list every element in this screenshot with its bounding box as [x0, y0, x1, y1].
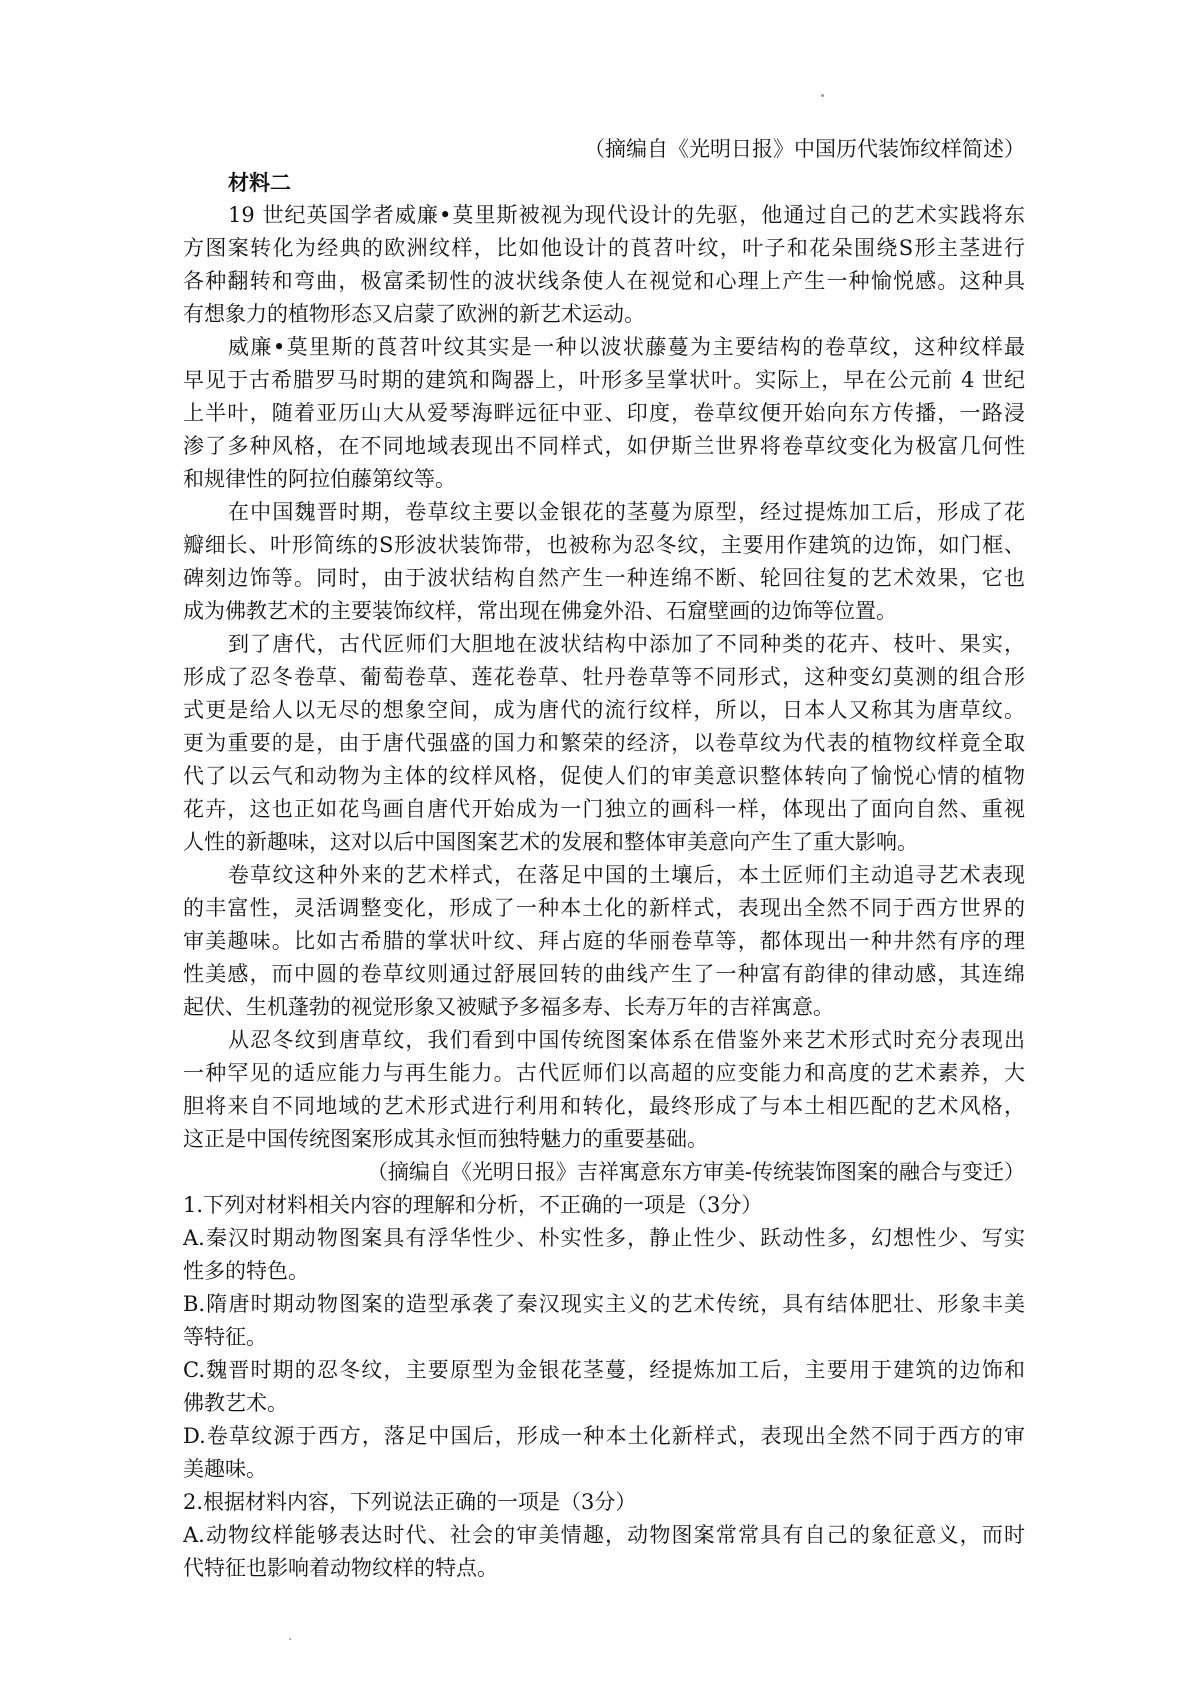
- option-line: D.卷草纹源于西方，落足中国后，形成一种本土化新样式，表现出全然不同于西方的审: [183, 1424, 1025, 1448]
- question-option: [183, 1222, 1025, 1288]
- paragraph-line: 在中国魏晋时期，卷草纹主要以金银花的茎蔓为原型，经过提炼加工后，形成了花: [228, 500, 1025, 524]
- paragraph-line: 形成了忍冬卷草、葡萄卷草、莲花卷草、牡丹卷草等不同形式，这种变幻莫测的组合形: [183, 665, 1025, 689]
- option-line: B.隋唐时期动物图案的造型承袭了秦汉现实主义的艺术传统，具有结体肥壮、形象丰美: [183, 1292, 1025, 1316]
- question-option: [183, 1519, 1025, 1585]
- paragraph-line: 上半叶，随着亚历山大从爱琴海畔远征中亚、印度，卷草纹便开始向东方传播，一路浸: [183, 401, 1025, 425]
- paragraph-line: 的丰富性，灵活调整变化，形成了一种本土化的新样式，表现出全然不同于西方世界的: [183, 896, 1025, 920]
- paragraph-line: 方图案转化为经典的欧洲纹样，比如他设计的莨苕叶纹，叶子和花朵围绕S形主茎进行: [183, 236, 1025, 260]
- option-line: 佛教艺术。: [183, 1391, 288, 1415]
- paragraph-line: 威廉•莫里斯的莨苕叶纹其实是一种以波状藤蔓为主要结构的卷草纹，这种纹样最: [228, 335, 1025, 359]
- option-line: 性多的特色。: [183, 1259, 309, 1283]
- paragraph-line: 式更是给人以无尽的想象空间，成为唐代的流行纹样，所以，日本人又称其为唐草纹。: [183, 698, 1025, 722]
- paragraph: [183, 496, 1025, 628]
- paragraph-line: 起伏、生机蓬勃的视觉形象又被赋予多福多寿、长寿万年的吉祥寓意。: [183, 995, 834, 1019]
- paragraph-line: 各种翻转和弯曲，极富柔韧性的波状线条使人在视觉和心理上产生一种愉悦感。这种具: [183, 269, 1025, 293]
- question-option: [183, 1288, 1025, 1354]
- question: [183, 1486, 1025, 1585]
- paragraph: [183, 859, 1025, 1024]
- paragraph-line: 19 世纪英国学者威廉•莫里斯被视为现代设计的先驱，他通过自己的艺术实践将东: [228, 203, 1025, 227]
- scan-speck: [289, 1638, 291, 1640]
- paragraph: [183, 1024, 1025, 1156]
- option-line: 代特征也影响着动物纹样的特点。: [183, 1556, 498, 1580]
- paragraph: [183, 331, 1025, 496]
- option-line: A.动物纹样能够表达时代、社会的审美情趣，动物图案常常具有自己的象征意义，而时: [183, 1523, 1025, 1547]
- section-heading: 材料二: [228, 170, 291, 195]
- paragraph-line: 审美趣味。比如古希腊的掌状叶纹、拜占庭的华丽卷草等，都体现出一种井然有序的理: [183, 929, 1025, 953]
- paragraph-line: 卷草纹这种外来的艺术样式，在落足中国的土壤后，本土匠师们主动追寻艺术表现: [228, 863, 1025, 887]
- paragraph-line: 和规律性的阿拉伯藤第纹等。: [183, 467, 456, 491]
- option-line: 等特征。: [183, 1325, 267, 1349]
- paragraph-line: 早见于古希腊罗马时期的建筑和陶器上，叶形多呈掌状叶。实际上，早在公元前 4 世纪: [183, 368, 1025, 392]
- paragraph-line: 渗了多种风格，在不同地域表现出不同样式，如伊斯兰世界将卷草纹变化为极富几何性: [183, 434, 1025, 458]
- paragraph-line: 碑刻边饰等。同时，由于波状结构自然产生一种连绵不断、轮回往复的艺术效果，它也: [183, 566, 1025, 590]
- question-option: [183, 1420, 1025, 1486]
- paragraph-line: 成为佛教艺术的主要装饰纹样，常出现在佛龛外沿、石窟壁画的边饰等位置。: [183, 599, 897, 623]
- paragraph-line: 花卉，这也正如花鸟画自唐代开始成为一门独立的画科一样，体现出了面向自然、重视: [183, 797, 1025, 821]
- paragraph-line: 瓣细长、叶形简练的S形波状装饰带，也被称为忍冬纹，主要用作建筑的边饰，如门框、: [183, 533, 1025, 557]
- paragraph-line: 更为重要的是，由于唐代强盛的国力和繁荣的经济，以卷草纹为代表的植物纹样竟全取: [183, 731, 1025, 755]
- option-line: C.魏晋时期的忍冬纹，主要原型为金银花茎蔓，经提炼加工后，主要用于建筑的边饰和: [183, 1358, 1025, 1382]
- paragraph-line: 性美感，而中圆的卷草纹则通过舒展回转的曲线产生了一种富有韵律的律动感，其连绵: [183, 962, 1025, 986]
- paragraph: [183, 199, 1025, 331]
- paragraph-line: 这正是中国传统图案形成其永恒而独特魅力的重要基础。: [183, 1127, 708, 1151]
- option-line: A.秦汉时期动物图案具有浮华性少、朴实性多，静止性少、跃动性多，幻想性少、写实: [183, 1226, 1025, 1250]
- source-citation: （摘编自《光明日报》吉祥寓意东方审美-传统装饰图案的融合与变迁）: [366, 1160, 1025, 1184]
- question-option: [183, 1354, 1025, 1420]
- paragraph-line: 一种罕见的适应能力与再生能力。古代匠师们以高超的应变能力和高度的艺术素养，大: [183, 1061, 1025, 1085]
- document-page: [183, 133, 1025, 1585]
- question: [183, 1189, 1025, 1486]
- source-citation: （摘编自《光明日报》中国历代装饰纹样简述）: [584, 137, 1025, 161]
- paragraph-line: 人性的新趣味，这对以后中国图案艺术的发展和整体审美意向产生了重大影响。: [183, 830, 918, 854]
- paragraph-line: 代了以云气和动物为主体的纹样风格，促使人们的审美意识整体转向了愉悦心情的植物: [183, 764, 1025, 788]
- paragraph-line: 胆将来自不同地域的艺术形式进行利用和转化，最终形成了与本土相匹配的艺术风格，: [183, 1094, 1025, 1118]
- scan-speck: [821, 94, 824, 97]
- question-stem: 1.下列对材料相关内容的理解和分析，不正确的一项是（3分）: [183, 1193, 763, 1217]
- paragraph-line: 有想象力的植物形态又启蒙了欧洲的新艺术运动。: [183, 302, 645, 326]
- paragraph-line: 到了唐代，古代匠师们大胆地在波状结构中添加了不同种类的花卉、枝叶、果实，: [228, 632, 1025, 656]
- paragraph: [183, 628, 1025, 859]
- option-line: 美趣味。: [183, 1457, 267, 1481]
- question-stem: 2.根据材料内容，下列说法正确的一项是（3分）: [183, 1490, 637, 1514]
- paragraph-line: 从忍冬纹到唐草纹，我们看到中国传统图案体系在借鉴外来艺术形式时充分表现出: [228, 1028, 1025, 1052]
